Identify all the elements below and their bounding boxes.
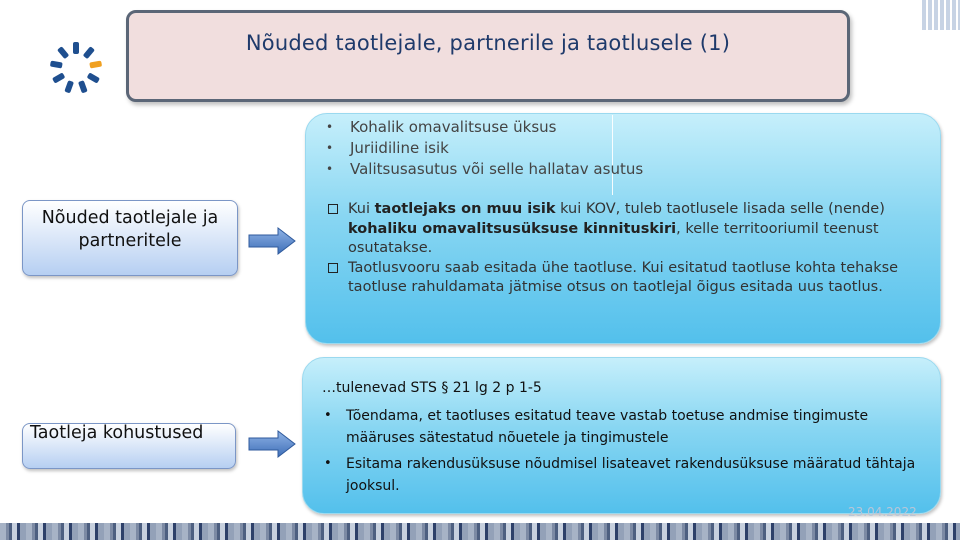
footer-bar — [0, 523, 960, 540]
obligations-heading: …tulenevad STS § 21 lg 2 p 1-5 — [322, 380, 542, 396]
item-text: Taotlusvooru saab esitada ühe taotluse. Kui esitatud taotluse kohta tehakse taotluse rahuldamata jätmise otsus on taotlejal õigus esitada uus taotlus. — [348, 259, 899, 295]
requirements-list — [328, 200, 928, 298]
requirements-label: Nõuded taotlejale ja partneritele — [41, 208, 219, 251]
list-item: • Kohalik omavalitsuse üksus — [326, 117, 643, 138]
list-item — [328, 200, 928, 259]
checkbox-bullet-icon — [328, 263, 338, 273]
logo — [44, 34, 124, 104]
requirements-label-box — [22, 200, 238, 276]
item-bold-text: kohaliku omavalitsusüksuse kinnituskiri — [348, 220, 677, 237]
list-item: • Valitsusasutus või selle hallatav asutus — [326, 159, 643, 180]
page-title: Nõuded taotlejale, partnerile ja taotlusele (1) — [245, 31, 731, 55]
logo-icon — [44, 34, 124, 104]
list-item: • Juriidiline isik — [326, 138, 643, 159]
list-item — [328, 259, 928, 298]
obligations-label: Taotleja kohustused — [30, 423, 204, 443]
item-text: , kelle territooriumil teenust osutatakse. — [348, 220, 879, 256]
list-item: • Tõendama, et taotluses esitatud teave vastab toetuse andmise tingimuste määruses sätestatud nõuetele ja tingimustele — [322, 405, 922, 449]
item-text: kui KOV, tuleb taotlusele lisada selle (nende) — [555, 201, 885, 217]
obligations-label-box — [22, 423, 236, 469]
list-item: • Esitama rakendusüksuse nõudmisel lisateavet rakendusüksuse määratud tähtaja jooksul. — [322, 453, 922, 497]
footer-date: 23.04.2022 — [848, 505, 917, 519]
checkbox-bullet-icon — [328, 204, 338, 214]
obligations-list — [322, 405, 922, 501]
applicant-types-list — [326, 117, 643, 180]
item-text: Kui — [348, 201, 375, 217]
title-banner — [126, 10, 850, 102]
arrow-right-icon — [248, 227, 296, 255]
corner-decoration — [922, 0, 960, 30]
arrow-right-icon — [248, 430, 296, 458]
item-bold-text: taotlejaks on muu isik — [374, 201, 556, 217]
